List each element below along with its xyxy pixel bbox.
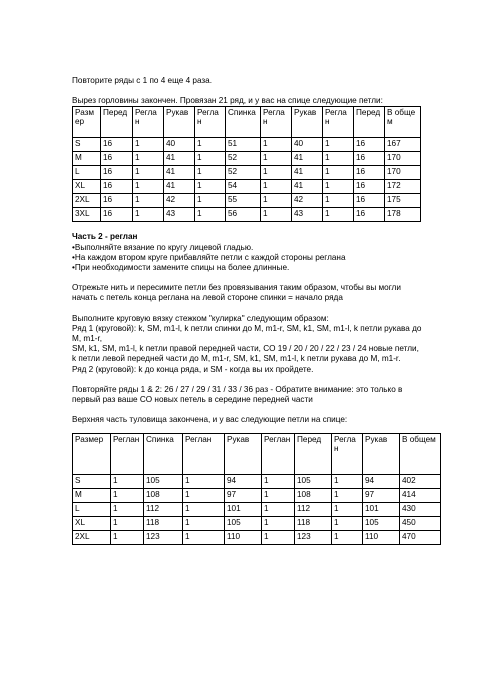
table-cell: 16 bbox=[101, 208, 133, 222]
table-cell: 16 bbox=[354, 138, 385, 152]
document-page bbox=[72, 76, 436, 545]
row1-instructions bbox=[72, 324, 422, 344]
table-header-cell: Размер bbox=[73, 434, 111, 475]
table-cell: 41 bbox=[292, 152, 323, 166]
table-cell: 1 bbox=[133, 180, 164, 194]
table-cell: XL bbox=[73, 180, 101, 194]
repeat-rows-paragraph: Повторите ряды с 1 по 4 еще 4 раза. bbox=[72, 76, 213, 85]
table-cell: 1 bbox=[133, 166, 164, 180]
table-header-cell: Перед bbox=[354, 107, 385, 138]
table-cell: 16 bbox=[354, 166, 385, 180]
table-header-cell: Реглан bbox=[183, 434, 225, 475]
circular-knit-paragraph: Выполните круговую вязку стежком "кулирка" следующим образом: bbox=[72, 313, 329, 323]
table-cell: 170 bbox=[385, 152, 421, 166]
table-row bbox=[73, 503, 441, 517]
table-cell: 1 bbox=[262, 489, 295, 503]
table-cell: 108 bbox=[295, 489, 332, 503]
table-cell: 178 bbox=[385, 208, 421, 222]
table-cell: 42 bbox=[292, 194, 323, 208]
table-cell: 101 bbox=[225, 503, 262, 517]
table-header-cell: Реглан bbox=[261, 107, 292, 138]
table-cell: L bbox=[73, 503, 111, 517]
table-cell: 1 bbox=[111, 531, 144, 545]
table-cell: 402 bbox=[400, 475, 441, 489]
table-cell: 1 bbox=[262, 531, 295, 545]
table-cell: 1 bbox=[195, 138, 226, 152]
table-cell: 175 bbox=[385, 194, 421, 208]
table-cell: 430 bbox=[400, 503, 441, 517]
table-cell: 112 bbox=[144, 503, 183, 517]
table-cell: 101 bbox=[363, 503, 400, 517]
table-cell: 1 bbox=[195, 166, 226, 180]
table-cell: 112 bbox=[295, 503, 332, 517]
table-cell: 118 bbox=[295, 517, 332, 531]
table-header-cell: Спинка bbox=[226, 107, 261, 138]
table-cell: 1 bbox=[261, 208, 292, 222]
table-cell: 123 bbox=[144, 531, 183, 545]
table-row bbox=[73, 475, 441, 489]
stitch-count-table-2 bbox=[72, 433, 441, 545]
table-cell: 1 bbox=[261, 166, 292, 180]
table-header-cell: Рукав bbox=[292, 107, 323, 138]
table-cell: 1 bbox=[111, 517, 144, 531]
table-cell: 41 bbox=[164, 166, 195, 180]
neckline-paragraph: Вырез горловины закончен. Провязан 21 ряд, и у вас на спице следующие петли: bbox=[72, 96, 383, 106]
table-cell: 1 bbox=[195, 208, 226, 222]
table-cell: 1 bbox=[261, 180, 292, 194]
table-cell: 1 bbox=[261, 138, 292, 152]
table-row bbox=[73, 166, 421, 180]
table-cell: 2XL bbox=[73, 531, 111, 545]
table-cell: 110 bbox=[225, 531, 262, 545]
table-cell: 1 bbox=[323, 152, 354, 166]
table-cell: 3XL bbox=[73, 208, 101, 222]
table-cell: 16 bbox=[354, 194, 385, 208]
table-cell: 43 bbox=[292, 208, 323, 222]
table-cell: 41 bbox=[164, 180, 195, 194]
table-cell: 1 bbox=[262, 475, 295, 489]
table-header-cell: Размер bbox=[73, 107, 101, 138]
table-row bbox=[73, 489, 441, 503]
row1-text: k, SM, m1-l, k петли спинки до M, m1-r, SM, k1, SM, m1-l, k петли рукава до M, m1-r, bbox=[72, 323, 422, 344]
table-header-cell: Реглан bbox=[323, 107, 354, 138]
part2-bullet: •Выполняйте вязание по кругу лицевой гладью. bbox=[72, 242, 254, 252]
table-cell: 42 bbox=[164, 194, 195, 208]
table-cell: M bbox=[73, 489, 111, 503]
table-cell: 108 bbox=[144, 489, 183, 503]
table-cell: 1 bbox=[133, 152, 164, 166]
table-cell: 56 bbox=[226, 208, 261, 222]
table-row bbox=[73, 152, 421, 166]
part2-title: Часть 2 - реглан bbox=[72, 232, 138, 242]
table-header-row bbox=[73, 107, 421, 138]
table-header-cell: В общем bbox=[400, 434, 441, 475]
table-cell: 1 bbox=[133, 208, 164, 222]
table-row bbox=[73, 138, 421, 152]
table-header-cell: Реглан bbox=[111, 434, 144, 475]
table-cell: 1 bbox=[332, 475, 363, 489]
table-cell: 1 bbox=[111, 489, 144, 503]
table-cell: S bbox=[73, 475, 111, 489]
table-cell: 1 bbox=[261, 194, 292, 208]
table-row bbox=[73, 531, 441, 545]
table-cell: 1 bbox=[323, 138, 354, 152]
table-cell: 450 bbox=[400, 517, 441, 531]
table-cell: 16 bbox=[101, 194, 133, 208]
table-cell: 105 bbox=[295, 475, 332, 489]
table-cell: 1 bbox=[195, 180, 226, 194]
table-row bbox=[73, 194, 421, 208]
table-cell: 1 bbox=[195, 152, 226, 166]
table-cell: 172 bbox=[385, 180, 421, 194]
table-cell: 470 bbox=[400, 531, 441, 545]
table-header-cell: Реглан bbox=[262, 434, 295, 475]
table-cell: 16 bbox=[354, 152, 385, 166]
table-cell: 41 bbox=[292, 180, 323, 194]
table-cell: 414 bbox=[400, 489, 441, 503]
table-header-cell: Перед bbox=[101, 107, 133, 138]
table-cell: 1 bbox=[323, 208, 354, 222]
table-cell: 1 bbox=[133, 194, 164, 208]
table-cell: 170 bbox=[385, 166, 421, 180]
repeat-rows-1-2-paragraph: Повторяйте ряды 1 & 2: 26 / 27 / 29 / 31 / 33 / 36 раз - Обратите внимание: это только в первый раз ваше CO новых петель в середине передней части bbox=[72, 384, 403, 405]
table-cell: 1 bbox=[323, 180, 354, 194]
table-cell: XL bbox=[73, 517, 111, 531]
part2-bullet: •На каждом втором круге прибавляйте петли с каждой стороны реглана bbox=[72, 252, 346, 262]
table-cell: 1 bbox=[332, 531, 363, 545]
table-header-row bbox=[73, 434, 441, 475]
table-header-cell: Рукав bbox=[164, 107, 195, 138]
table-cell: 16 bbox=[101, 180, 133, 194]
table-cell: 43 bbox=[164, 208, 195, 222]
table-cell: 41 bbox=[164, 152, 195, 166]
table-cell: 1 bbox=[183, 517, 225, 531]
table-cell: 1 bbox=[262, 517, 295, 531]
table-cell: 16 bbox=[101, 152, 133, 166]
table-cell: L bbox=[73, 166, 101, 180]
table-cell: 16 bbox=[354, 208, 385, 222]
table-cell: 2XL bbox=[73, 194, 101, 208]
table-header-cell: Реглан bbox=[332, 434, 363, 475]
row2-instructions: Ряд 2 (круговой): k до конца ряда, и SM - когда вы их пройдете. bbox=[72, 364, 314, 374]
table-cell: 1 bbox=[133, 138, 164, 152]
table-cell: 52 bbox=[226, 166, 261, 180]
table-cell: 1 bbox=[183, 531, 225, 545]
table-cell: 1 bbox=[111, 503, 144, 517]
table-cell: 94 bbox=[225, 475, 262, 489]
table-cell: 118 bbox=[144, 517, 183, 531]
table-row bbox=[73, 208, 421, 222]
table-cell: 52 bbox=[226, 152, 261, 166]
table-row bbox=[73, 180, 421, 194]
cut-yarn-paragraph: Отрежьте нить и пересимите петли без провязывания таким образом, чтобы вы могли начать с петель конца реглана на левой стороне спинки = начало ряда bbox=[72, 283, 401, 303]
table-cell: 41 bbox=[292, 166, 323, 180]
table-cell: 1 bbox=[332, 489, 363, 503]
table-header-cell: В общем bbox=[385, 107, 421, 138]
table-header-cell: Рукав bbox=[225, 434, 262, 475]
table-cell: 94 bbox=[363, 475, 400, 489]
part2-bullet: •При необходимости замените спицы на более длинные. bbox=[72, 263, 290, 273]
table-cell: 1 bbox=[261, 152, 292, 166]
table-header-cell: Перед bbox=[295, 434, 332, 475]
table-cell: 16 bbox=[101, 166, 133, 180]
table-cell: 1 bbox=[195, 194, 226, 208]
table-header-cell: Рукав bbox=[363, 434, 400, 475]
table-cell: 54 bbox=[226, 180, 261, 194]
table-cell: S bbox=[73, 138, 101, 152]
table-cell: 123 bbox=[295, 531, 332, 545]
table-cell: 105 bbox=[144, 475, 183, 489]
table-cell: 105 bbox=[363, 517, 400, 531]
table-row bbox=[73, 517, 441, 531]
table-header-cell: Реглан bbox=[195, 107, 226, 138]
table-cell: 40 bbox=[292, 138, 323, 152]
table-cell: 1 bbox=[332, 503, 363, 517]
table-cell: 1 bbox=[111, 475, 144, 489]
table-cell: 97 bbox=[225, 489, 262, 503]
table-cell: 167 bbox=[385, 138, 421, 152]
table-header-cell: Реглан bbox=[133, 107, 164, 138]
table-cell: M bbox=[73, 152, 101, 166]
table-header-cell: Спинка bbox=[144, 434, 183, 475]
row1-continued: SM, k1, SM, m1-l, k петли правой передней части, CO 19 / 20 / 20 / 22 / 23 / 24 новые петли, k петли левой передней части до M, m1-r, SM, k1, SM, m1-l, k петли рукава до M, m1-r. bbox=[72, 344, 419, 364]
table-cell: 55 bbox=[226, 194, 261, 208]
upper-body-done-paragraph: Верхняя часть туловища закончена, и у вас следующие петли на спице: bbox=[72, 415, 348, 425]
table-cell: 1 bbox=[183, 489, 225, 503]
table-cell: 97 bbox=[363, 489, 400, 503]
table-cell: 1 bbox=[262, 503, 295, 517]
table-cell: 16 bbox=[354, 180, 385, 194]
table-cell: 51 bbox=[226, 138, 261, 152]
stitch-count-table-1 bbox=[72, 106, 421, 222]
table-cell: 1 bbox=[183, 503, 225, 517]
table-cell: 1 bbox=[323, 166, 354, 180]
row1-label: Ряд 1 (круговой): bbox=[72, 323, 137, 333]
table-cell: 1 bbox=[323, 194, 354, 208]
table-cell: 110 bbox=[363, 531, 400, 545]
table-cell: 1 bbox=[183, 475, 225, 489]
table-cell: 1 bbox=[332, 517, 363, 531]
table-cell: 105 bbox=[225, 517, 262, 531]
table-cell: 16 bbox=[101, 138, 133, 152]
table-cell: 40 bbox=[164, 138, 195, 152]
